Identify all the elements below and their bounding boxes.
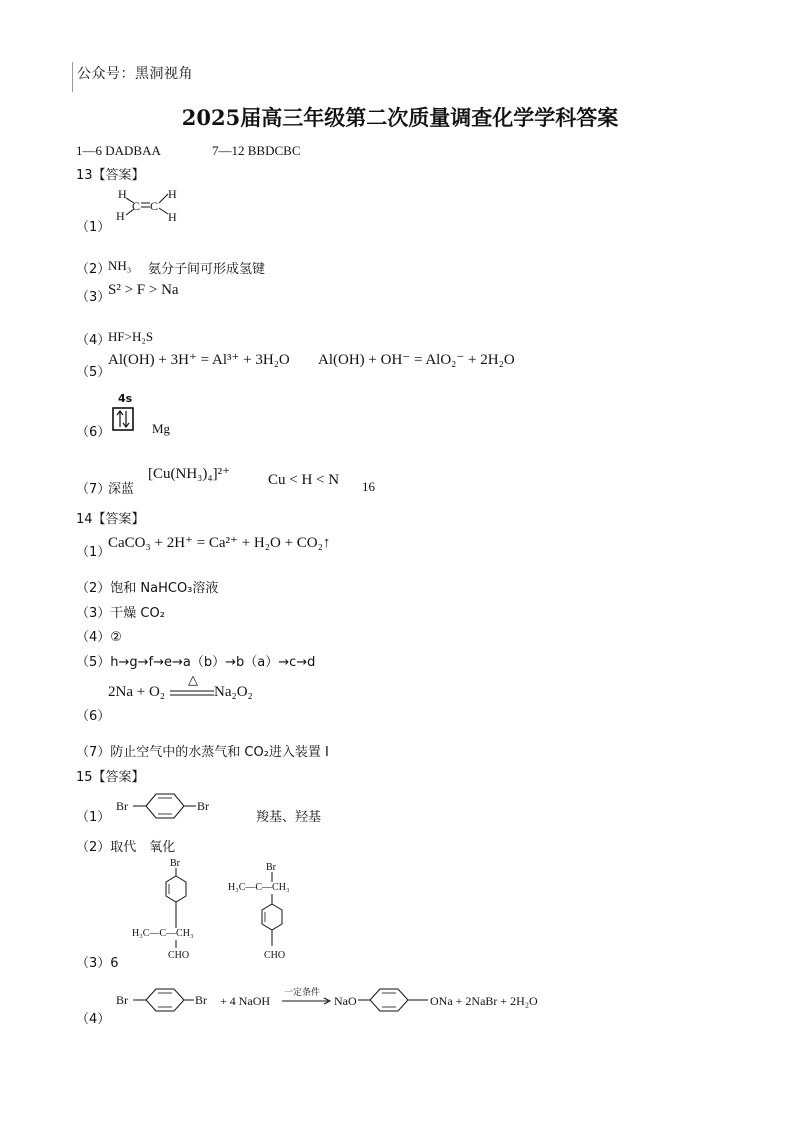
- q14-part5: （5）h→g→f→e→a（b）→b（a）→c→d: [76, 655, 316, 670]
- q15-part4-reagent: + 4 NaOH: [220, 994, 271, 1008]
- q15-heading: 15【答案】: [76, 770, 145, 785]
- ethylene-structure: [110, 186, 190, 226]
- svg-text:Br: Br: [197, 799, 209, 813]
- q13-part7-number: 16: [362, 479, 375, 494]
- svg-text:Br: Br: [116, 993, 128, 1007]
- q15-part4-condition: 一定条件: [284, 988, 321, 998]
- account-label: 公众号：黑洞视角: [72, 62, 193, 92]
- q13-part2-label: （2）: [76, 262, 111, 277]
- reaction-reactant-structure: [116, 986, 216, 1016]
- q13-part7-electronegativity-order: Cu < H < N: [268, 472, 340, 488]
- svg-text:C: C: [132, 199, 141, 213]
- q14-part1-equation: CaCO₃ + 2H⁺ = Ca²⁺ + H₂O + CO₂↑: [108, 535, 331, 551]
- q13-part7-color: 深蓝: [108, 482, 135, 497]
- q13-part5-equation1: Al(OH) + 3H⁺ = Al³⁺ + 3H₂O: [108, 352, 290, 368]
- q14-part6-reactants: 2Na + O₂: [108, 684, 166, 700]
- q13-part2-formula: NH₃: [108, 258, 132, 273]
- svg-text:H: H: [168, 187, 177, 201]
- dibromobenzene-structure: [116, 788, 216, 824]
- page-title: 2025届高三年级第二次质量调查化学学科答案: [181, 105, 619, 130]
- reaction-arrow: [282, 997, 332, 1005]
- q13-part5-equation2: Al(OH) + OH⁻ = AlO₂⁻ + 2H₂O: [318, 352, 515, 368]
- s2-side-label: H₃C—C—CH₃: [228, 882, 290, 893]
- q14-heading: 14【答案】: [76, 512, 145, 527]
- s1-top-label: Br: [170, 858, 180, 869]
- q13-part7-complex-ion: [Cu(NH₃)₄]²⁺: [148, 466, 231, 482]
- q14-part4: （4）②: [76, 630, 122, 645]
- q14-part7: （7）防止空气中的水蒸气和 CO₂进入装置 I: [76, 745, 329, 760]
- s2-top-label: Br: [266, 862, 276, 873]
- q13-part2-reason: 氨分子间可形成氢键: [148, 262, 266, 277]
- orbital-label: 4s: [118, 392, 133, 405]
- double-arrow-line: [170, 689, 214, 697]
- q13-part7-label: （7）: [76, 482, 111, 497]
- isomer-structure-1: [132, 856, 222, 960]
- q14-part6-label: （6）: [76, 709, 111, 724]
- q13-heading: 13【答案】: [76, 168, 145, 183]
- q15-part4-label: （4）: [76, 1012, 111, 1027]
- svg-text:Br: Br: [116, 799, 128, 813]
- mcq-answers-left: 1—6 DADBAA: [76, 143, 161, 158]
- q13-part1-label: （1）: [76, 220, 111, 235]
- q13-part5-label: （5）: [76, 365, 111, 380]
- q15-part4-product-left: NaO: [334, 994, 357, 1008]
- q13-part4-label: （4）: [76, 333, 111, 348]
- svg-text:Br: Br: [195, 993, 207, 1007]
- s1-side-label: H₃C—C—CH₃: [132, 928, 194, 939]
- reaction-product-ring: [358, 986, 434, 1016]
- q14-part2: （2）饱和 NaHCO₃溶液: [76, 581, 219, 596]
- q13-part3-label: （3）: [76, 290, 111, 305]
- q14-part3: （3）干燥 CO₂: [76, 606, 165, 621]
- q14-part6-product: Na₂O₂: [214, 684, 253, 700]
- q15-part2: （2）取代 氧化: [76, 840, 176, 855]
- s1-bottom-label: CHO: [168, 950, 190, 961]
- svg-text:C: C: [150, 199, 159, 213]
- q15-part4-product-right: ONa + 2NaBr + 2H₂O: [430, 994, 538, 1008]
- q14-part6-condition: △: [188, 672, 198, 687]
- s2-bottom-label: CHO: [264, 950, 286, 961]
- q13-part6-element: Mg: [152, 421, 171, 436]
- q13-part4-text: HF>H₂S: [108, 329, 154, 344]
- mcq-answers-right: 7—12 BBDCBC: [212, 143, 301, 158]
- svg-text:H: H: [118, 187, 127, 201]
- q15-part1-groups: 羧基、羟基: [256, 810, 322, 825]
- isomer-structure-2: [228, 860, 318, 964]
- orbital-box-diagram: [112, 407, 134, 431]
- q13-part6-label: （6）: [76, 425, 111, 440]
- q15-part1-label: （1）: [76, 810, 111, 825]
- q13-part3-ion-order: S² > F > Na: [108, 282, 179, 298]
- svg-text:H: H: [116, 209, 125, 223]
- svg-text:H: H: [168, 210, 177, 224]
- q14-part1-label: （1）: [76, 545, 111, 560]
- q15-part3-label: （3）6: [76, 956, 119, 971]
